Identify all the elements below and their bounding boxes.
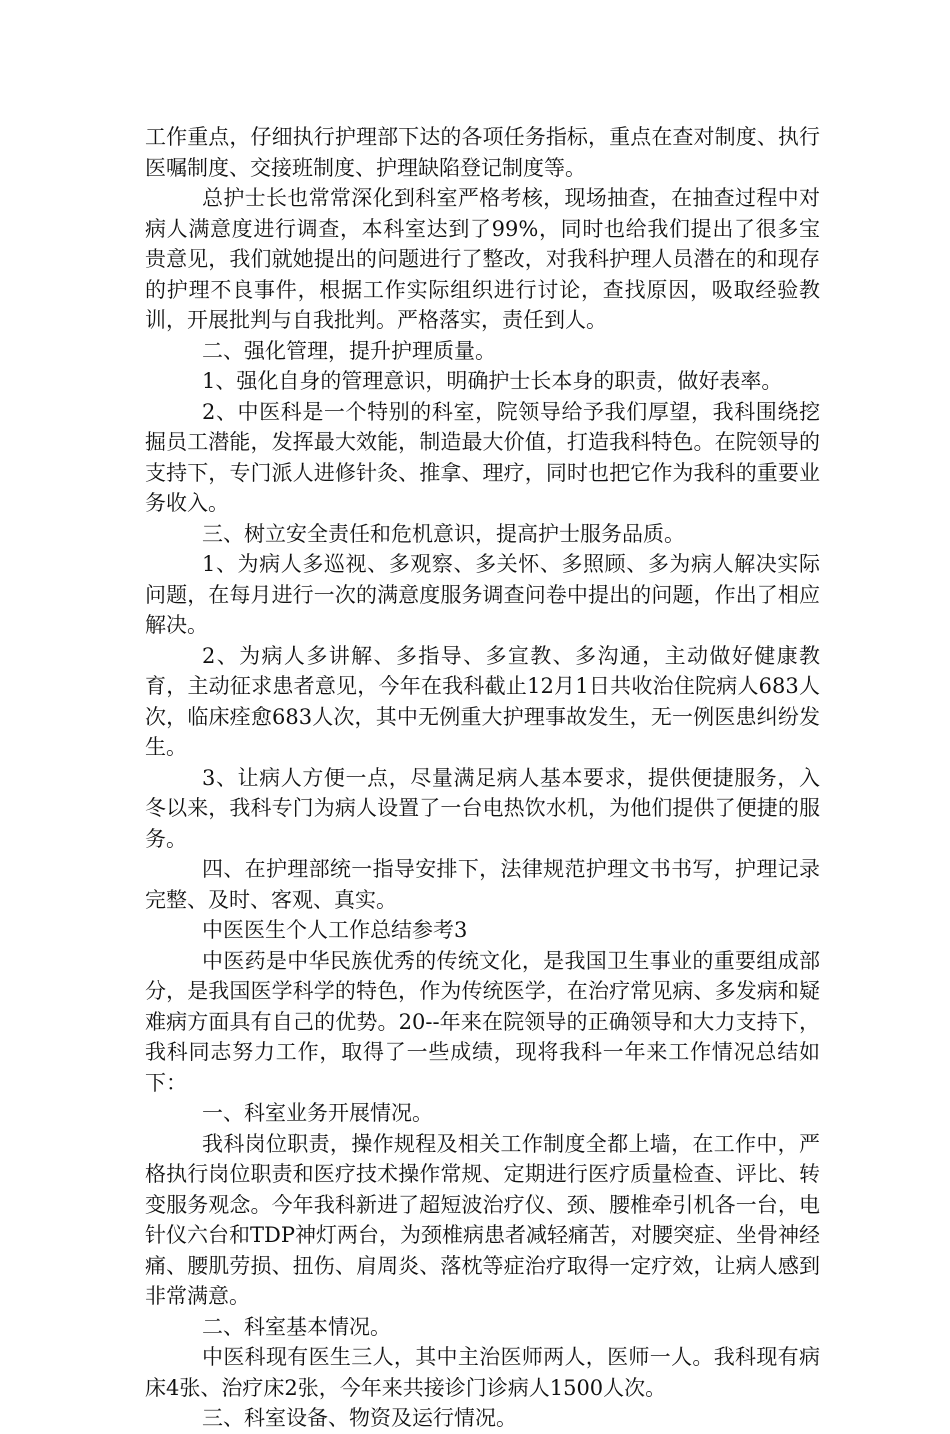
section-heading: 三、树立安全责任和危机意识，提高护士服务品质。	[202, 521, 685, 546]
section-heading: 四、在护理部统一指导安排下，法律规范护理文书书写，护理记录完整、及时、客观、真实。	[145, 857, 820, 912]
paragraph: 工作重点，仔细执行护理部下达的各项任务指标，重点在查对制度、执行医嘱制度、交接班制度、护理缺陷登记制度等。	[145, 125, 820, 180]
article-title: 中医医生个人工作总结参考3	[202, 918, 468, 942]
section-heading: 二、强化管理，提升护理质量。	[202, 338, 496, 363]
document-body	[145, 122, 820, 1434]
section-heading: 三、科室设备、物资及运行情况。	[202, 1406, 517, 1430]
paragraph: 1、强化自身的管理意识，明确护士长本身的职责，做好表率。	[202, 369, 783, 393]
paragraph: 1、为病人多巡视、多观察、多关怀、多照顾、多为病人解决实际问题，在每月进行一次的满意度服务调查问卷中提出的问题，作出了相应解决。	[145, 552, 820, 637]
section-heading: 二、科室基本情况。	[202, 1314, 391, 1339]
section-heading: 一、科室业务开展情况。	[202, 1101, 433, 1125]
paragraph: 2、为病人多讲解、多指导、多宣教、多沟通，主动做好健康教育，主动征求患者意见，今年在我科截止12月1日共收治住院病人683人次，临床痊愈683人次，其中无例重大护理事故发生，无一例医患纠纷发生。	[145, 643, 820, 759]
paragraph: 总护士长也常常深化到科室严格考核，现场抽查，在抽查过程中对病人满意度进行调查，本科室达到了99%，同时也给我们提出了很多宝贵意见，我们就她提出的问题进行了整改，对我科护理人员潜在的和现存的护理不良事件，根据工作实际组织进行讨论，查找原因，吸取经验教训，开展批判与自我批判。严格落实，责任到人。	[145, 186, 820, 332]
paragraph: 中医科现有医生三人，其中主治医师两人，医师一人。我科现有病床4张、治疗床2张，今年来共接诊门诊病人1500人次。	[145, 1345, 820, 1400]
paragraph: 2、中医科是一个特别的科室，院领导给予我们厚望，我科围绕挖掘员工潜能，发挥最大效能，制造最大价值，打造我科特色。在院领导的支持下，专门派人进修针灸、推拿、理疗，同时也把它作为我科的重要业务收入。	[145, 399, 820, 515]
paragraph: 中医药是中华民族优秀的传统文化，是我国卫生事业的重要组成部分，是我国医学科学的特色，作为传统医学，在治疗常见病、多发病和疑难病方面具有自己的优势。20--年来在院领导的正确领导和大力支持下，我科同志努力工作，取得了一些成绩，现将我科一年来工作情况总结如下：	[145, 948, 820, 1095]
paragraph: 3、让病人方便一点，尽量满足病人基本要求，提供便捷服务，入冬以来，我科专门为病人设置了一台电热饮水机，为他们提供了便捷的服务。	[145, 765, 820, 851]
paragraph: 我科岗位职责，操作规程及相关工作制度全都上墙，在工作中，严格执行岗位职责和医疗技术操作常规、定期进行医疗质量检查、评比、转变服务观念。今年我科新进了超短波治疗仪、颈、腰椎牵引机各一台，电针仪六台和TDP神灯两台，为颈椎病患者减轻痛苦，对腰突症、坐骨神经痛、腰肌劳损、扭伤、肩周炎、落枕等症治疗取得一定疗效，让病人感到非常满意。	[145, 1131, 820, 1308]
